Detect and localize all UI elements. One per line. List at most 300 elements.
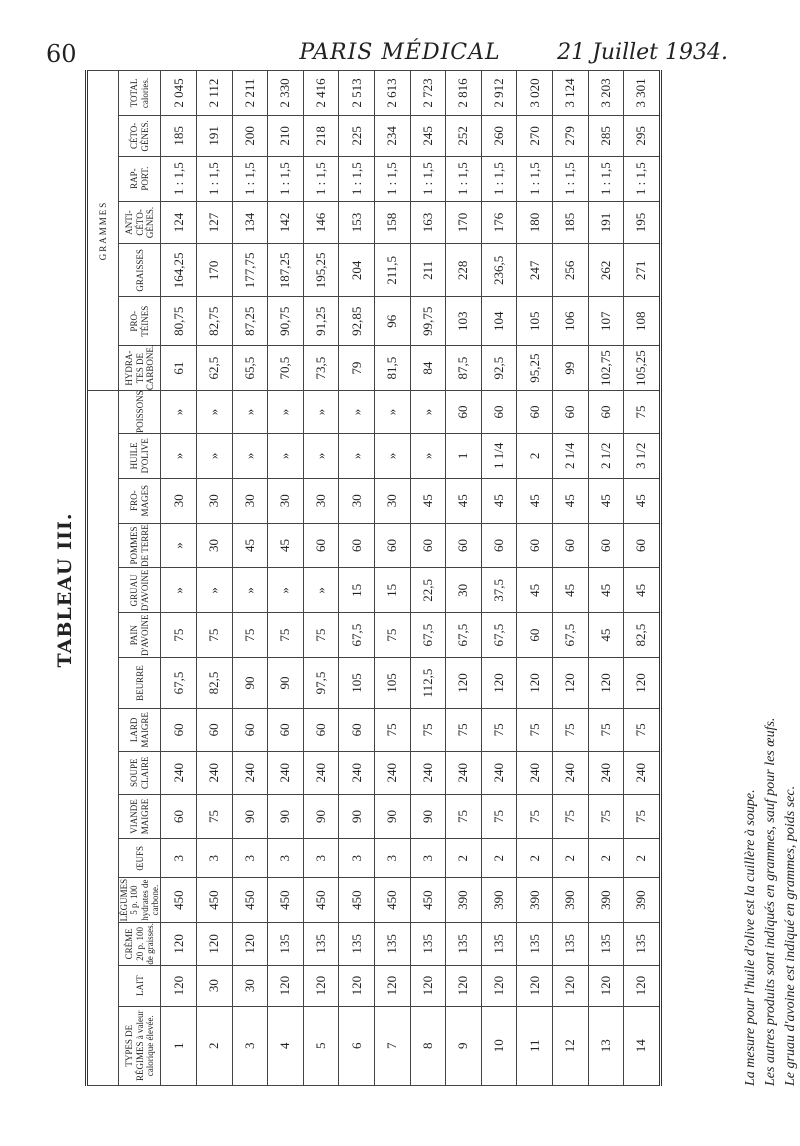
table-cell: 37,5 [481, 568, 517, 613]
table-cell: 2 912 [481, 71, 517, 116]
table-cell: 60 [588, 391, 624, 434]
table-cell: 3 [339, 839, 375, 878]
table-cell: 75 [410, 709, 446, 752]
table-cell: 270 [517, 115, 553, 156]
table-cell: 295 [624, 115, 661, 156]
table-cell: 120 [339, 965, 375, 1006]
column-header-3: LÉGUMES 5 p. 100 hydrates de carbone. [119, 878, 161, 922]
table-cell: 112,5 [410, 658, 446, 709]
table-row [624, 71, 661, 1086]
table-cell: 240 [161, 751, 197, 794]
table-cell: 153 [339, 201, 375, 244]
table-cell: 30 [339, 478, 375, 523]
table-cell: 60 [446, 391, 482, 434]
table-cell: 92,85 [339, 297, 375, 346]
table-row [339, 71, 375, 1086]
table-cell: 256 [552, 244, 588, 297]
table-cell: 75 [552, 709, 588, 752]
table-cell: 75 [624, 391, 661, 434]
table-cell: 60 [374, 523, 410, 568]
table-cell: 1 : 1,5 [517, 156, 553, 201]
table-cell: 279 [552, 115, 588, 156]
column-header-18: ANTI-CÉTO-GÈNES. [119, 201, 161, 244]
note-units: Les autres produits sont indiqués en grammes, sauf pour les œufs. [763, 717, 778, 1086]
table-cell: 120 [232, 922, 268, 965]
column-header-0: TYPES DE RÉGIMES à valeur calorique élevée. [119, 1006, 161, 1085]
table-cell: 390 [624, 878, 661, 923]
table-cell: 60 [161, 709, 197, 752]
column-header-11: POMMES DE TERRE [119, 523, 161, 568]
table-cell: » [303, 433, 339, 478]
table-cell: 75 [446, 709, 482, 752]
table-cell: 1 : 1,5 [268, 156, 304, 201]
table-cell: 240 [410, 751, 446, 794]
column-header-16: PRO-TÉINES [119, 297, 161, 346]
table-cell: 102,75 [588, 346, 624, 391]
table-cell: 75 [552, 794, 588, 839]
table-cell: 120 [624, 658, 661, 709]
table-cell: 1 [446, 433, 482, 478]
table-cell: 120 [481, 965, 517, 1006]
column-header-8: BEURRE [119, 658, 161, 709]
column-header-9: PAIN D'AVOINE [119, 613, 161, 658]
table-cell: 1 : 1,5 [446, 156, 482, 201]
table-cell: 75 [624, 709, 661, 752]
table-cell: 75 [374, 709, 410, 752]
table-cell: 45 [268, 523, 304, 568]
table-cell: 45 [588, 613, 624, 658]
table-cell: 60 [161, 794, 197, 839]
table-cell: 60 [588, 523, 624, 568]
table-cell: 176 [481, 201, 517, 244]
table-cell: 120 [446, 965, 482, 1006]
table-cell: 1 : 1,5 [196, 156, 232, 201]
table-cell: 60 [268, 709, 304, 752]
note-olive-oil: La mesure pour l'huile d'olive est la cuillère à soupe. [743, 789, 758, 1086]
table-cell: 135 [303, 922, 339, 965]
page-number: 60 [46, 40, 77, 68]
table-row [588, 71, 624, 1086]
table-cell: 67,5 [446, 613, 482, 658]
table-cell: 67,5 [410, 613, 446, 658]
table-row [517, 71, 553, 1086]
table-cell: 82,5 [196, 658, 232, 709]
table-cell: 60 [303, 709, 339, 752]
table-cell: 91,25 [303, 297, 339, 346]
table-cell: 82,75 [196, 297, 232, 346]
table-cell: 45 [552, 478, 588, 523]
table-cell: 62,5 [196, 346, 232, 391]
table-cell: 1 : 1,5 [624, 156, 661, 201]
table-cell: 90 [232, 658, 268, 709]
table-title: TABLEAU III. [54, 512, 76, 668]
table-cell: 45 [552, 568, 588, 613]
table-cell: 120 [552, 658, 588, 709]
table-cell: 2 [481, 839, 517, 878]
table-cell: 450 [410, 878, 446, 923]
table-cell: 260 [481, 115, 517, 156]
column-header-1: LAIT [119, 965, 161, 1006]
table-cell: 390 [517, 878, 553, 923]
table-cell: 8 [410, 1006, 446, 1085]
table-cell: 247 [517, 244, 553, 297]
table-cell: 30 [303, 478, 339, 523]
table-cell: 92,5 [481, 346, 517, 391]
table-cell: 1 : 1,5 [410, 156, 446, 201]
table-cell: 211 [410, 244, 446, 297]
table-cell: 228 [446, 244, 482, 297]
table-cell: 45 [517, 478, 553, 523]
table-cell: 14 [624, 1006, 661, 1085]
column-header-7: LARD MAIGRE [119, 709, 161, 752]
table-cell: 450 [196, 878, 232, 923]
table-cell: 22,5 [410, 568, 446, 613]
table-cell: 1 : 1,5 [161, 156, 197, 201]
table-cell: 105 [374, 658, 410, 709]
table-cell: 240 [446, 751, 482, 794]
table-cell: 30 [196, 965, 232, 1006]
table-cell: 2 045 [161, 71, 197, 116]
table-cell: 390 [588, 878, 624, 923]
table-cell: 3 [232, 839, 268, 878]
table-cell: » [196, 433, 232, 478]
table-cell: 236,5 [481, 244, 517, 297]
table-cell: 240 [196, 751, 232, 794]
table-cell: 3 [410, 839, 446, 878]
table-cell: 87,25 [232, 297, 268, 346]
table-cell: 15 [374, 568, 410, 613]
table-cell: 240 [624, 751, 661, 794]
table-cell: 135 [552, 922, 588, 965]
table-cell: 450 [303, 878, 339, 923]
table-row [161, 71, 197, 1086]
table-cell: 390 [481, 878, 517, 923]
table-cell: 70,5 [268, 346, 304, 391]
table-cell: 120 [481, 658, 517, 709]
table-cell: 120 [268, 965, 304, 1006]
table-cell: 60 [196, 709, 232, 752]
table-cell: 240 [232, 751, 268, 794]
table-cell: 60 [552, 523, 588, 568]
table-cell: 107 [588, 297, 624, 346]
table-cell: 240 [517, 751, 553, 794]
table-cell: » [161, 433, 197, 478]
table-cell: 185 [552, 201, 588, 244]
table-cell: 3 [196, 839, 232, 878]
table-cell: » [268, 568, 304, 613]
table-cell: » [339, 433, 375, 478]
table-cell: 90 [232, 794, 268, 839]
table-cell: » [232, 568, 268, 613]
table-cell: 120 [588, 965, 624, 1006]
table-cell: 2 [196, 1006, 232, 1085]
table-cell: 90 [303, 794, 339, 839]
table-cell: 96 [374, 297, 410, 346]
table-cell: » [303, 391, 339, 434]
table-cell: 13 [588, 1006, 624, 1085]
table-cell: 191 [196, 115, 232, 156]
table-cell: 97,5 [303, 658, 339, 709]
table-cell: 60 [517, 523, 553, 568]
table-cell: 75 [481, 709, 517, 752]
table-cell: 103 [446, 297, 482, 346]
table-cell: 15 [339, 568, 375, 613]
table-cell: 105,25 [624, 346, 661, 391]
table-cell: 135 [588, 922, 624, 965]
table-cell: 195 [624, 201, 661, 244]
column-header-14: POISSONS [119, 391, 161, 434]
table-cell: 67,5 [339, 613, 375, 658]
table-cell: 75 [161, 613, 197, 658]
table-cell: 3 [303, 839, 339, 878]
table-cell: 177,75 [232, 244, 268, 297]
table-cell: 240 [481, 751, 517, 794]
table-cell: 1 : 1,5 [374, 156, 410, 201]
table-cell: 84 [410, 346, 446, 391]
table-cell: 1 : 1,5 [232, 156, 268, 201]
table-cell: 60 [339, 709, 375, 752]
table-cell: 75 [374, 613, 410, 658]
table-cell: 135 [624, 922, 661, 965]
table-cell: » [374, 391, 410, 434]
table-cell: 11 [517, 1006, 553, 1085]
column-header-5: VIANDE MAIGRE [119, 794, 161, 839]
table-cell: 450 [161, 878, 197, 923]
table-cell: 45 [517, 568, 553, 613]
table-cell: 191 [588, 201, 624, 244]
table-cell: 80,75 [161, 297, 197, 346]
table-cell: » [232, 391, 268, 434]
table-cell: 75 [196, 613, 232, 658]
table-cell: 135 [410, 922, 446, 965]
table-cell: 30 [232, 478, 268, 523]
table-cell: 75 [624, 794, 661, 839]
table-cell: 60 [446, 523, 482, 568]
table-cell: » [161, 568, 197, 613]
table-cell: 30 [161, 478, 197, 523]
table-cell: 60 [517, 613, 553, 658]
table-cell: 1 : 1,5 [481, 156, 517, 201]
table-cell: 45 [588, 478, 624, 523]
table-cell: 45 [446, 478, 482, 523]
table-cell: 134 [232, 201, 268, 244]
rotated-table-area [85, 70, 798, 1086]
table-cell: 1 : 1,5 [552, 156, 588, 201]
table-cell: 60 [481, 523, 517, 568]
table-cell: 450 [374, 878, 410, 923]
table-notes [741, 706, 800, 1086]
table-cell: 30 [196, 478, 232, 523]
table-cell: 60 [303, 523, 339, 568]
table-cell: 105 [339, 658, 375, 709]
table-cell: 2 211 [232, 71, 268, 116]
table-cell: 3 [268, 839, 304, 878]
table-cell: 3 020 [517, 71, 553, 116]
table-cell: 127 [196, 201, 232, 244]
table-cell: 163 [410, 201, 446, 244]
table-cell: » [410, 433, 446, 478]
table-cell: » [161, 523, 197, 568]
table-cell: 170 [196, 244, 232, 297]
table-cell: 120 [374, 965, 410, 1006]
table-cell: 60 [232, 709, 268, 752]
table-cell: 1 1/4 [481, 433, 517, 478]
table-cell: 120 [410, 965, 446, 1006]
table-cell: » [374, 433, 410, 478]
table-cell: 135 [339, 922, 375, 965]
table-row [446, 71, 482, 1086]
table-cell: 67,5 [161, 658, 197, 709]
table-cell: 170 [446, 201, 482, 244]
table-cell: 3 [161, 839, 197, 878]
table-row [268, 71, 304, 1086]
table-cell: » [410, 391, 446, 434]
table-cell: 60 [481, 391, 517, 434]
table-cell: 135 [268, 922, 304, 965]
table-cell: 1 : 1,5 [588, 156, 624, 201]
table-body [161, 71, 660, 1086]
table-cell: 2 [588, 839, 624, 878]
table-cell: 30 [446, 568, 482, 613]
column-header-15: HYDRA-TES DE CARBONE. [119, 346, 161, 391]
table-cell: 200 [232, 115, 268, 156]
table-cell: 240 [268, 751, 304, 794]
table-cell: 2 [624, 839, 661, 878]
table-cell: 7 [374, 1006, 410, 1085]
table-cell: 135 [446, 922, 482, 965]
column-header-12: FRO-MAGES [119, 478, 161, 523]
table-cell: 30 [232, 965, 268, 1006]
table-cell: 75 [588, 709, 624, 752]
group-header-row [87, 71, 119, 1086]
table-cell: 240 [339, 751, 375, 794]
table-cell: 75 [517, 794, 553, 839]
group-header-grammes: GRAMMES [87, 71, 119, 391]
table-cell: 135 [517, 922, 553, 965]
column-header-6: SOUPE CLAIRE [119, 751, 161, 794]
column-header-4: ŒUFS [119, 839, 161, 878]
table-cell: 450 [268, 878, 304, 923]
table-cell: 45 [624, 568, 661, 613]
table-cell: 2 513 [339, 71, 375, 116]
table-cell: » [303, 568, 339, 613]
table-cell: » [268, 391, 304, 434]
table-row [552, 71, 588, 1086]
column-header-20: CÉTO-GÈNES. [119, 115, 161, 156]
table-cell: 45 [232, 523, 268, 568]
table-cell: 2 [517, 839, 553, 878]
table-cell: 2 112 [196, 71, 232, 116]
table-cell: 240 [303, 751, 339, 794]
table-cell: 240 [588, 751, 624, 794]
table-cell: 3 124 [552, 71, 588, 116]
table-cell: 67,5 [481, 613, 517, 658]
table-cell: 2 1/2 [588, 433, 624, 478]
journal-title: PARIS MÉDICAL [299, 40, 501, 65]
table-cell: » [268, 433, 304, 478]
table-cell: 1 : 1,5 [339, 156, 375, 201]
table-cell: 60 [339, 523, 375, 568]
table-cell: 90,75 [268, 297, 304, 346]
table-cell: 3 301 [624, 71, 661, 116]
table-cell: 262 [588, 244, 624, 297]
table-cell: 65,5 [232, 346, 268, 391]
table-cell: 99,75 [410, 297, 446, 346]
table-cell: 75 [517, 709, 553, 752]
table-row [410, 71, 446, 1086]
table-cell: 2 [446, 839, 482, 878]
table-cell: 90 [339, 794, 375, 839]
table-cell: » [232, 433, 268, 478]
table-cell: 60 [624, 523, 661, 568]
table-cell: 285 [588, 115, 624, 156]
table-cell: 120 [303, 965, 339, 1006]
table-cell: » [339, 391, 375, 434]
table-cell: 120 [588, 658, 624, 709]
table-cell: 45 [410, 478, 446, 523]
table-cell: 6 [339, 1006, 375, 1085]
table-cell: 120 [446, 658, 482, 709]
table-cell: 1 : 1,5 [303, 156, 339, 201]
note-oat-gruel: Le gruau d'avoine est indiqué en grammes, poids sec. [783, 785, 798, 1086]
table-cell: 2 [552, 839, 588, 878]
table-cell: 120 [517, 965, 553, 1006]
table-cell: 271 [624, 244, 661, 297]
column-header-10: GRUAU D'AVOINE [119, 568, 161, 613]
table-cell: 3 1/2 [624, 433, 661, 478]
table-cell: 240 [374, 751, 410, 794]
table-cell: 75 [232, 613, 268, 658]
table-cell: 30 [196, 523, 232, 568]
table-cell: 164,25 [161, 244, 197, 297]
table-cell: 1 [161, 1006, 197, 1085]
table-cell: 75 [588, 794, 624, 839]
table-cell: 10 [481, 1006, 517, 1085]
table-cell: 90 [374, 794, 410, 839]
page-header [0, 0, 800, 70]
table-cell: 120 [161, 965, 197, 1006]
table-cell: 2 330 [268, 71, 304, 116]
table-cell: 390 [552, 878, 588, 923]
table-cell: 3 [374, 839, 410, 878]
table-row [196, 71, 232, 1086]
table-cell: 2 613 [374, 71, 410, 116]
table-cell: 90 [268, 658, 304, 709]
table-cell: » [196, 391, 232, 434]
table-cell: 67,5 [552, 613, 588, 658]
table-cell: 75 [446, 794, 482, 839]
table-cell: 218 [303, 115, 339, 156]
table-cell: 135 [374, 922, 410, 965]
table-cell: 95,25 [517, 346, 553, 391]
table-cell: 180 [517, 201, 553, 244]
column-header-17: GRAISSES [119, 244, 161, 297]
diet-table [85, 70, 662, 1086]
table-cell: 81,5 [374, 346, 410, 391]
table-cell: 45 [481, 478, 517, 523]
table-cell: 390 [446, 878, 482, 923]
table-cell: 75 [481, 794, 517, 839]
table-cell: » [161, 391, 197, 434]
table-cell: 99 [552, 346, 588, 391]
table-cell: 106 [552, 297, 588, 346]
table-cell: 120 [624, 965, 661, 1006]
table-cell: 245 [410, 115, 446, 156]
table-cell: 87,5 [446, 346, 482, 391]
table-cell: 210 [268, 115, 304, 156]
table-cell: 73,5 [303, 346, 339, 391]
table-cell: 61 [161, 346, 197, 391]
